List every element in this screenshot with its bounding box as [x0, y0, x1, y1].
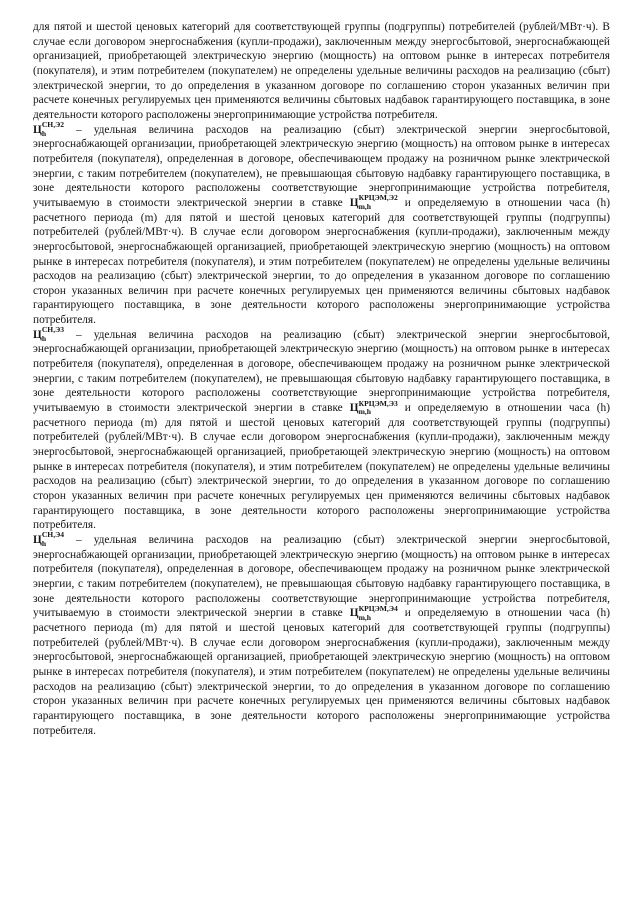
document-page	[33, 20, 610, 892]
definition-text-b: и определяемую в отношении часа (h) расчетного периода (m) для пятой и шестой ценовых категорий для соответствующей группы (подгруппы) потребителей (рублей/МВт·ч). В случае если договором энергоснабжения (купли-продажи), заключенным между энергосбытовой, энергоснабжающей организацией, приобретающей электрическую энергию (мощность) на оптовом рынке в интересах потребителя (покупателя), и этим потребителем (покупателем) не определены удельные величины расходов на реализацию (сбыт) электрической энергии, то до определения в указанном договоре по соглашению сторон указанных величин при расчете конечных регулируемых цен применяются величины сбытовых надбавок гарантирующего поставщика, в зоне деятельности которого расположены энергопринимающие устройства потребителя.	[33, 607, 610, 737]
definition-paragraph	[33, 325, 610, 533]
price-symbol: $Ц^{СН,Э3}_h$	[33, 325, 65, 344]
definition-text-a: удельная величина расходов на реализацию (сбыт) электрической энергии энергосбытовой, энергоснабжающей организации, приобретающей электрическую энергию (мощность) на оптовом рынке в интересах потребителя (покупателя), определенная в договоре, обеспечивающем продажу на розничном рынке электрической энергии, с таким потребителем (покупателем), не превышающая сбытовую надбавку гарантирующего поставщика, в зоне деятельности которого расположены соответствующие энергопринимающие устройства потребителя, учитываемую в стоимости электрической энергии в ставке	[33, 533, 610, 620]
dash: –	[64, 533, 94, 546]
rate-symbol: $Ц^{КРЦЭМ,Э4}_{m,h}$	[349, 603, 398, 622]
price-symbol: $Ц^{СН,Э2}_h$	[33, 120, 65, 138]
definition-text-b: и определяемую в отношении часа (h) расчетного периода (m) для пятой и шестой ценовых категорий для соответствующей группы (подгруппы) потребителей (рублей/МВт·ч). В случае если договором энергоснабжения (купли-продажи), заключенным между энергосбытовой, энергоснабжающей организацией, приобретающей электрическую энергию (мощность) на оптовом рынке в интересах потребителя (покупателя), и этим потребителем (покупателем) не определены удельные величины расходов на реализацию (сбыт) электрической энергии, то до определения в указанном договоре по соглашению сторон указанных величин при расчете конечных регулируемых цен применяются величины сбытовых надбавок гарантирующего поставщика, в зоне деятельности которого расположены энергопринимающие устройства потребителя.	[33, 402, 610, 532]
definition-paragraph	[33, 530, 610, 738]
definition-text-a: удельная величина расходов на реализацию (сбыт) электрической энергии энергосбытовой, энергоснабжающей организации, приобретающей электрическую энергию (мощность) на оптовом рынке в интересах потребителя (покупателя), определенная в договоре, обеспечивающем продажу на розничном рынке электрической энергии, с таким потребителем (покупателем), не превышающая сбытовую надбавку гарантирующего поставщика, в зоне деятельности которого расположены соответствующие энергопринимающие устройства потребителя, учитываемую в стоимости электрической энергии в ставке	[33, 123, 610, 209]
rate-symbol: $Ц^{КРЦЭМ,Э3}_{m,h}$	[349, 398, 398, 417]
continuation-paragraph: для пятой и шестой ценовых категорий для соответствующей группы (подгруппы) потребителей (рублей/МВт·ч). В случае если договором энергоснабжения (купли-продажи), заключенным между энергосбытовой, энергоснабжающей организацией, приобретающей электрическую энергию (мощность) на оптовом рынке в интересах потребителя (покупателя), и этим потребителем (покупателем) не определены удельные величины расходов на реализацию (сбыт) электрической энергии, то до определения в указанном договоре по соглашению сторон указанных величин при расчете конечных регулируемых цен применяются величины сбытовых надбавок гарантирующего поставщика, в зоне деятельности которого расположены энергопринимающие устройства потребителя.	[33, 21, 610, 121]
definition-text-b: и определяемую в отношении часа (h) расчетного периода (m) для пятой и шестой ценовых категорий для соответствующей группы (подгруппы) потребителей (рублей/МВт·ч). В случае если договором энергоснабжения (купли-продажи), заключенным между энергосбытовой, энергоснабжающей организацией, приобретающей электрическую энергию (мощность) на оптовом рынке в интересах потребителя (покупателя), и этим потребителем (покупателем) не определены удельные величины расходов на реализацию (сбыт) электрической энергии, то до определения в указанном договоре по соглашению сторон указанных величин при расчете конечных регулируемых цен применяются величины сбытовых надбавок гарантирующего поставщика, в зоне деятельности которого расположены энергопринимающие устройства потребителя.	[33, 196, 610, 327]
definition-text-a: удельная величина расходов на реализацию (сбыт) электрической энергии энергосбытовой, энергоснабжающей организации, приобретающей электрическую энергию (мощность) на оптовом рынке в интересах потребителя (покупателя), определенная в договоре, обеспечивающем продажу на розничном рынке электрической энергии, с таким потребителем (покупателем), не превышающая сбытовую надбавку гарантирующего поставщика, в зоне деятельности которого расположены соответствующие энергопринимающие устройства потребителя, учитываемую в стоимости электрической энергии в ставке	[33, 328, 610, 415]
dash: –	[64, 328, 94, 341]
rate-symbol: $Ц^{КРЦЭМ,Э2}_{m,h}$	[349, 193, 398, 212]
definition-paragraph	[33, 120, 610, 328]
dash: –	[64, 123, 94, 136]
price-symbol: $Ц^{СН,Э4}_h$	[33, 530, 65, 549]
